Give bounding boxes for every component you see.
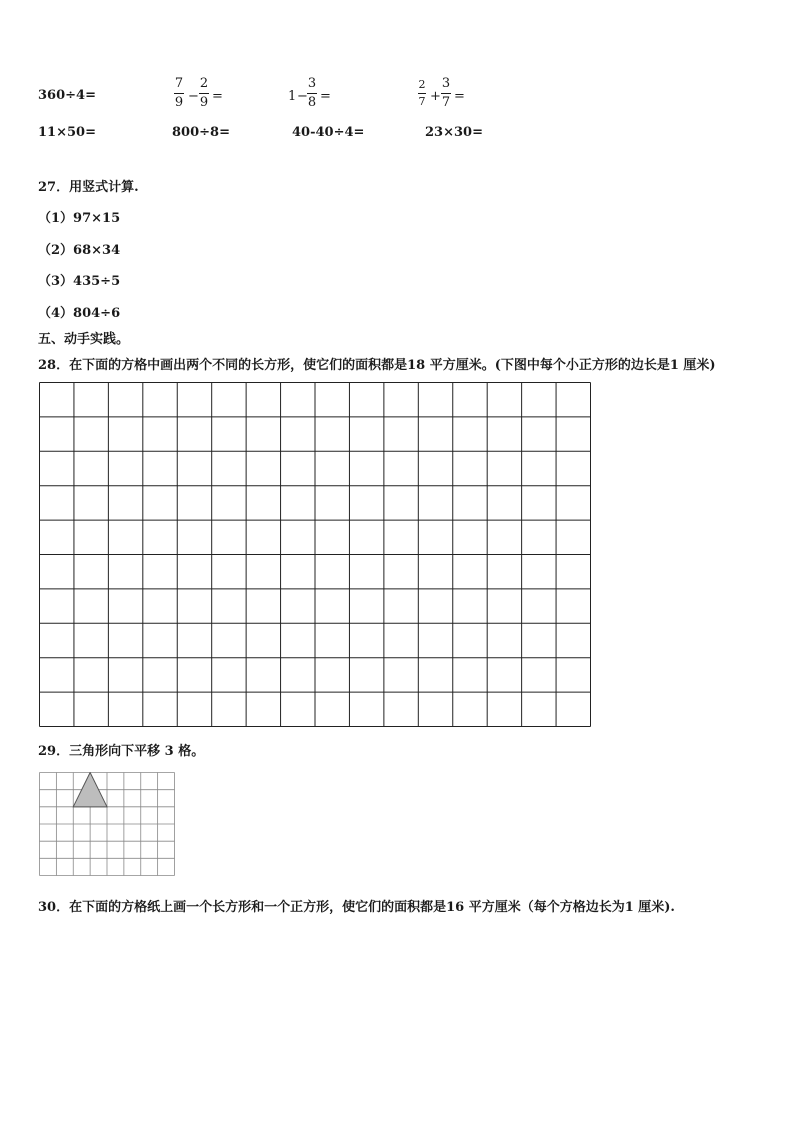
q27-item: （2）68×34 [38, 243, 121, 258]
translation-grid[interactable] [39, 772, 175, 876]
calc-item: 23×30= [425, 125, 483, 140]
question-28-title: 28．在下面的方格中画出两个不同的长方形，使它们的面积都是18 平方厘米。(下图中每个小正方形的边长是1 厘米) [38, 358, 716, 373]
calc-item: 11×50= [38, 125, 96, 140]
question-29-title: 29．三角形向下平移 3 格。 [38, 744, 205, 759]
square-grid-16x10[interactable] [39, 382, 591, 727]
fraction: 2 9 [199, 76, 209, 110]
fraction: 3 8 [307, 76, 317, 110]
q27-item: （4）804÷6 [38, 306, 121, 321]
question-30-title: 30．在下面的方格纸上画一个长方形和一个正方形，使它们的面积都是16 平方厘米（每个方格边长为1 厘米). [38, 900, 675, 915]
calc-item: 360÷4= [38, 88, 96, 103]
calc-item: 40-40÷4= [292, 125, 365, 140]
fraction: 2 7 [418, 78, 426, 108]
calc-item: 800÷8= [172, 125, 230, 140]
question-27-title: 27．用竖式计算. [38, 180, 139, 195]
section-heading: 五、动手实践。 [38, 332, 130, 347]
q27-item: （1）97×15 [38, 211, 121, 226]
fraction: 3 7 [441, 76, 451, 110]
fraction: 7 9 [174, 76, 184, 110]
q27-item: （3）435÷5 [38, 274, 121, 289]
